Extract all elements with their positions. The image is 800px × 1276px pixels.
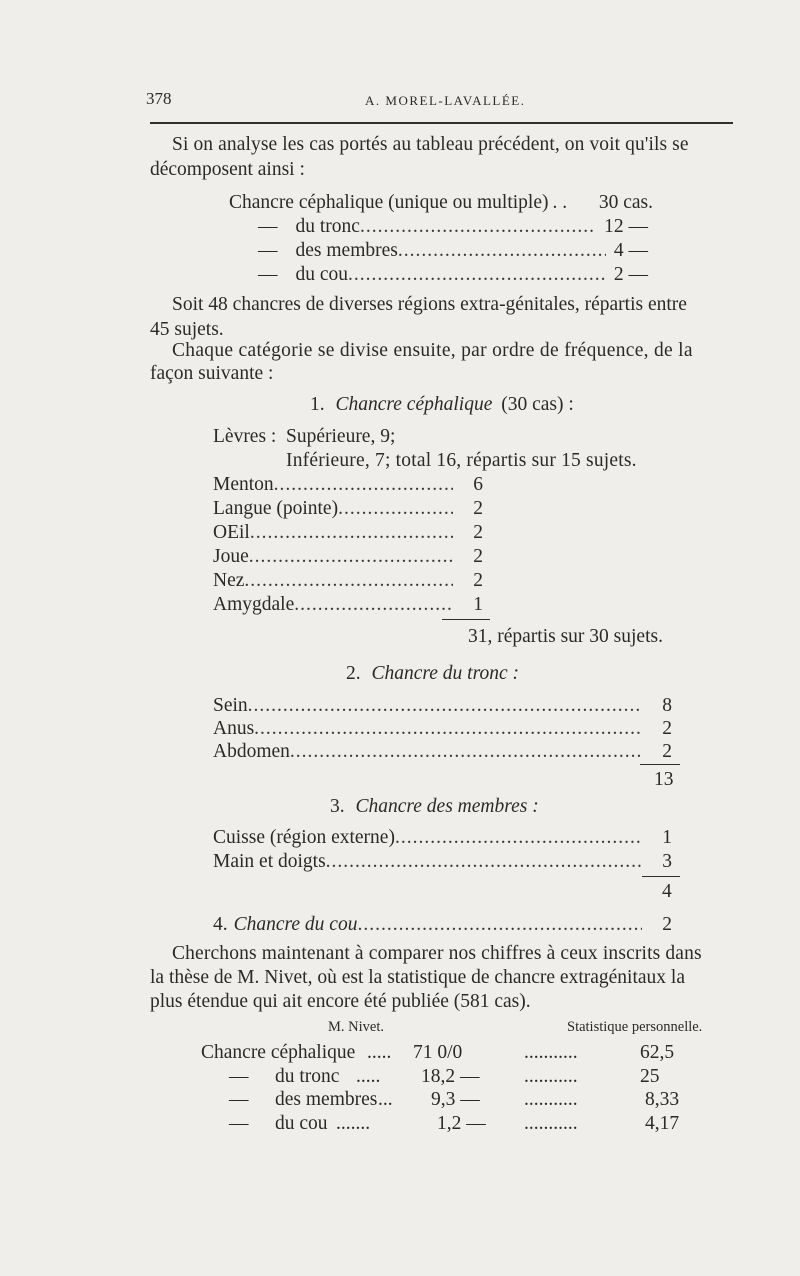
summary-value: 12 — xyxy=(604,216,648,237)
personal-value: 8,33 xyxy=(645,1089,680,1110)
document-page: 378 A. MOREL-LAVALLÉE. Si on analyse les cas portés au tableau précédent, on voit qu'ils se décomposent ainsi : Chancre céphalique (unique ou multiple) . . 30 cas. — du tronc ..... 12 — — des membres ..... 4 — — du cou ..... 2 — Soit 48 chancres de diverses régions extra-génitales, répartis entre 45 sujets. Chaque catégorie se divise ensuite, par ordre de fréquence, de la façon suivante : 1. Chancre céphalique (30 cas) : Lèvres : Supérieure, 9; Inférieure, 7; total 16, répartis sur 15 sujets. Menton ..... 6 Langue (pointe) ..... 2 OEil ..... 2 Joue ..... 2 Nez ..... 2 Amygdale ..... 1 31, répartis sur 30 sujets. 2. Chancre du tronc : Sein ..... 8 Anus ..... 2 Abdomen ..... 2 13 3. Chancre des membres : Cuisse (région externe) ..... 1 Main et doigts ..... 3 4 4. Chancre du cou ..... 2 Cherchons maintenant à comparer nos chiffres à ceux inscrits dans la thèse de M. Nivet, où est la statistique de chancre extragénitaux la plus étendue qui ait encore été publiée (581 cas). M. Nivet. Statistique personnelle. Chancre céphalique ..... 71 0/0 ........... 62,5 — du tronc ..... 18,2 — ........... 25 — des membres ... 9,3 — ........... 8,33 — du cou ....... 1,2 — ........... 4,17 xyxy=(0,0,800,1276)
list-item xyxy=(213,696,672,716)
summary-row xyxy=(258,217,648,237)
paragraph-3-line-1: Chaque catégorie se divise ensuite, par ordre de fréquence, de la xyxy=(172,340,693,361)
item-label: Menton xyxy=(213,474,274,495)
section-4-row xyxy=(213,915,672,935)
list-item xyxy=(213,742,672,762)
levres-superieure: Supérieure, 9; xyxy=(286,426,396,447)
list-item xyxy=(213,547,483,567)
list-item xyxy=(213,828,672,848)
section-2-total: 13 xyxy=(654,769,674,790)
summary-row xyxy=(258,265,648,285)
personal-value: 62,5 xyxy=(640,1042,675,1063)
item-label: Joue xyxy=(213,546,249,567)
item-label: Cuisse (région externe) xyxy=(213,827,395,848)
item-value: 2 xyxy=(473,570,483,591)
list-item xyxy=(213,719,672,739)
summary-value: 2 — xyxy=(613,264,648,285)
intro-line-2: décomposent ainsi : xyxy=(150,159,305,180)
item-value: 6 xyxy=(473,474,483,495)
section-number: 4. xyxy=(213,914,228,935)
paragraph-2-line-1: Soit 48 chancres de diverses régions extra-génitales, répartis entre xyxy=(172,294,687,315)
nivet-value: 71 0/0 xyxy=(413,1042,463,1063)
row-label: des membres xyxy=(275,1089,378,1110)
summary-dash: — xyxy=(258,216,278,237)
item-label: Sein xyxy=(213,695,248,716)
section-title: Chancre des membres : xyxy=(355,796,539,817)
summary-row: Chancre céphalique (unique ou multiple) . . 30 cas. xyxy=(229,192,653,213)
row-dash: — xyxy=(229,1066,249,1087)
column-header-personal: Statistique personnelle. xyxy=(567,1019,703,1035)
summary-label: du tronc xyxy=(295,216,360,237)
row-label: Chancre céphalique xyxy=(201,1042,356,1063)
section-suffix: (30 cas) : xyxy=(501,394,574,415)
column-header-nivet: M. Nivet. xyxy=(328,1019,384,1035)
sum-rule xyxy=(442,619,490,620)
item-label: Nez xyxy=(213,570,245,591)
summary-value: 4 — xyxy=(613,240,648,261)
sum-rule xyxy=(640,764,680,765)
sum-rule xyxy=(642,876,680,877)
header-rule xyxy=(150,122,733,124)
item-value: 2 xyxy=(662,718,672,739)
item-label: Main et doigts xyxy=(213,851,326,872)
nivet-value: 18,2 — xyxy=(421,1066,480,1087)
item-label: Amygdale xyxy=(213,594,295,615)
item-value: 2 xyxy=(473,546,483,567)
section-1-heading xyxy=(310,395,574,415)
running-title: A. MOREL-LAVALLÉE. xyxy=(365,93,526,108)
levres-inferieure: Inférieure, 7; total 16, répartis sur 15 sujets. xyxy=(286,450,637,471)
item-value: 3 xyxy=(662,851,672,872)
summary-value: 30 cas. xyxy=(598,192,653,213)
list-item xyxy=(213,852,672,872)
list-item xyxy=(213,523,483,543)
row-label: du cou xyxy=(275,1113,328,1134)
item-value: 2 xyxy=(473,522,483,543)
summary-dash: — xyxy=(258,240,278,261)
item-value: 1 xyxy=(662,827,672,848)
paragraph-4-line-2: la thèse de M. Nivet, où est la statistique de chancre extragénitaux la xyxy=(150,967,685,988)
section-number: 1. xyxy=(310,394,325,415)
section-title: Chancre du cou xyxy=(233,914,358,935)
summary-dash: — xyxy=(258,264,278,285)
section-4-value: 2 xyxy=(662,914,672,935)
paragraph-4-line-3: plus étendue qui ait encore été publiée (581 cas). xyxy=(150,991,531,1012)
section-3-heading xyxy=(330,797,539,817)
item-label: Langue (pointe) xyxy=(213,498,339,519)
section-3-total: 4 xyxy=(662,881,672,902)
item-value: 1 xyxy=(473,594,483,615)
nivet-value: 1,2 — xyxy=(437,1113,486,1134)
row-dash: — xyxy=(229,1113,249,1134)
section-1-total: 31, répartis sur 30 sujets. xyxy=(468,626,663,647)
row-dash: — xyxy=(229,1089,249,1110)
personal-value: 25 xyxy=(640,1066,660,1087)
list-item xyxy=(213,571,483,591)
summary-row xyxy=(258,241,648,261)
section-title: Chancre céphalique xyxy=(335,394,493,415)
paragraph-4-line-1: Cherchons maintenant à comparer nos chiffres à ceux inscrits dans xyxy=(172,943,702,964)
levres-label: Lèvres : xyxy=(213,426,277,447)
personal-value: 4,17 xyxy=(645,1113,680,1134)
section-title: Chancre du tronc : xyxy=(371,663,519,684)
section-2-heading xyxy=(346,664,519,684)
summary-label: des membres xyxy=(295,240,398,261)
item-value: 2 xyxy=(662,741,672,762)
nivet-value: 9,3 — xyxy=(431,1089,480,1110)
item-label: OEil xyxy=(213,522,250,543)
section-number: 3. xyxy=(330,796,345,817)
list-item xyxy=(213,475,483,495)
item-value: 2 xyxy=(473,498,483,519)
item-value: 8 xyxy=(662,695,672,716)
list-item xyxy=(213,595,483,615)
paragraph-2-line-2: 45 sujets. xyxy=(150,319,224,340)
page-number: 378 xyxy=(146,89,172,108)
item-label: Abdomen xyxy=(213,741,290,762)
intro-line-1: Si on analyse les cas portés au tableau précédent, on voit qu'ils se xyxy=(172,134,689,155)
summary-label: Chancre céphalique (unique ou multiple) xyxy=(229,192,549,213)
item-label: Anus xyxy=(213,718,255,739)
section-number: 2. xyxy=(346,663,361,684)
paragraph-3-line-2: façon suivante : xyxy=(150,363,274,384)
summary-label: du cou xyxy=(295,264,349,285)
row-label: du tronc xyxy=(275,1066,340,1087)
list-item xyxy=(213,499,483,519)
